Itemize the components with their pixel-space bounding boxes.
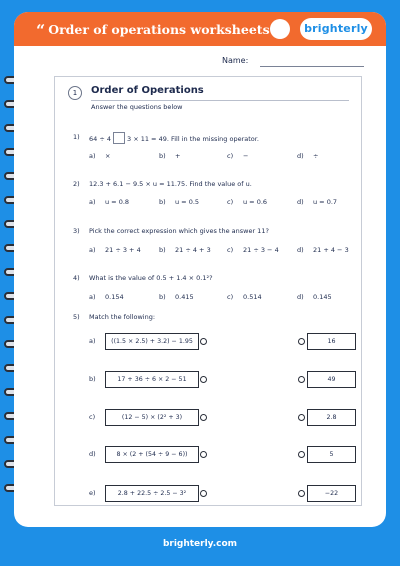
section-number: 1 bbox=[68, 86, 82, 100]
question-number: 4) bbox=[73, 274, 80, 282]
question-text: 64 ÷ 4 3 × 11 = 49. Fill in the missing operator. bbox=[89, 133, 259, 145]
option-text: u = 0.6 bbox=[243, 198, 268, 206]
option-letter: d) bbox=[297, 198, 304, 206]
match-dot-right[interactable] bbox=[298, 414, 305, 421]
name-line bbox=[260, 66, 364, 67]
option-letter: a) bbox=[89, 293, 96, 301]
question-sheet bbox=[54, 76, 362, 506]
option-text: 21 ÷ 3 + 4 bbox=[105, 246, 141, 254]
option-text: ÷ bbox=[313, 152, 319, 160]
name-label: Name: bbox=[222, 56, 249, 65]
header-circle-decoration bbox=[270, 19, 290, 39]
match-dot-left[interactable] bbox=[200, 451, 207, 458]
match-letter: d) bbox=[89, 450, 96, 458]
worksheet-page bbox=[14, 12, 386, 527]
match-letter: c) bbox=[89, 413, 96, 421]
option-letter: c) bbox=[227, 198, 234, 206]
option-text: 0.415 bbox=[175, 293, 194, 301]
match-letter: a) bbox=[89, 337, 96, 345]
option-text: − bbox=[243, 152, 249, 160]
option-letter: a) bbox=[89, 198, 96, 206]
option-letter: a) bbox=[89, 152, 96, 160]
match-dot-right[interactable] bbox=[298, 376, 305, 383]
option-letter: c) bbox=[227, 152, 234, 160]
option-letter: b) bbox=[159, 152, 166, 160]
option-text: 0.145 bbox=[313, 293, 332, 301]
match-expression: ((1.5 × 2.5) + 3.2) − 1.95 bbox=[105, 333, 199, 350]
option-text: u = 0.5 bbox=[175, 198, 200, 206]
option-text: + bbox=[175, 152, 181, 160]
option-letter: a) bbox=[89, 246, 96, 254]
match-dot-left[interactable] bbox=[200, 338, 207, 345]
option-text: 21 ÷ 3 − 4 bbox=[243, 246, 279, 254]
match-dot-left[interactable] bbox=[200, 490, 207, 497]
match-dot-right[interactable] bbox=[298, 451, 305, 458]
operator-blank bbox=[113, 132, 125, 144]
match-letter: e) bbox=[89, 489, 96, 497]
question-text: Match the following: bbox=[89, 313, 156, 321]
match-expression: 8 × (2 + (54 ÷ 9 − 6)) bbox=[105, 446, 199, 463]
option-letter: d) bbox=[297, 152, 304, 160]
option-letter: c) bbox=[227, 246, 234, 254]
option-text: 21 ÷ 4 + 3 bbox=[175, 246, 211, 254]
match-answer: 2.8 bbox=[307, 409, 356, 426]
match-answer: 5 bbox=[307, 446, 356, 463]
worksheet-title: “ Order of operations worksheets bbox=[36, 21, 270, 40]
section-title: Order of Operations bbox=[91, 85, 204, 96]
option-text: u = 0.8 bbox=[105, 198, 130, 206]
option-letter: d) bbox=[297, 293, 304, 301]
section-subtitle: Answer the questions below bbox=[91, 103, 183, 111]
question-number: 3) bbox=[73, 227, 80, 235]
quote-icon: “ bbox=[36, 21, 46, 40]
option-letter: b) bbox=[159, 246, 166, 254]
match-answer: 49 bbox=[307, 371, 356, 388]
match-answer: 16 bbox=[307, 333, 356, 350]
match-expression: (12 − 5) × (2² + 3) bbox=[105, 409, 199, 426]
worksheet-header bbox=[14, 12, 386, 46]
option-letter: d) bbox=[297, 246, 304, 254]
question-number: 2) bbox=[73, 180, 80, 188]
option-letter: b) bbox=[159, 293, 166, 301]
option-letter: b) bbox=[159, 198, 166, 206]
option-text: u = 0.7 bbox=[313, 198, 338, 206]
footer-url[interactable]: brighterly.com bbox=[162, 539, 238, 549]
match-dot-right[interactable] bbox=[298, 338, 305, 345]
name-field bbox=[222, 56, 372, 70]
title-divider bbox=[91, 100, 349, 101]
question-text: What is the value of 0.5 + 1.4 × 0.1²? bbox=[89, 274, 213, 282]
match-dot-right[interactable] bbox=[298, 490, 305, 497]
match-letter: b) bbox=[89, 375, 96, 383]
match-expression: 2.8 + 22.5 ÷ 2.5 − 3² bbox=[105, 485, 199, 502]
question-text: 12.3 + 6.1 − 9.5 × u = 11.75. Find the value of u. bbox=[89, 180, 252, 188]
match-expression: 17 + 36 ÷ 6 × 2 − 51 bbox=[105, 371, 199, 388]
option-letter: c) bbox=[227, 293, 234, 301]
brand-logo: brighterly bbox=[300, 18, 372, 40]
question-text: Pick the correct expression which gives the answer 11? bbox=[89, 227, 269, 235]
question-number: 1) bbox=[73, 133, 80, 141]
option-text: 0.154 bbox=[105, 293, 124, 301]
option-text: × bbox=[105, 152, 111, 160]
match-dot-left[interactable] bbox=[200, 414, 207, 421]
match-dot-left[interactable] bbox=[200, 376, 207, 383]
option-text: 0.514 bbox=[243, 293, 262, 301]
option-text: 21 + 4 − 3 bbox=[313, 246, 349, 254]
match-answer: −22 bbox=[307, 485, 356, 502]
question-number: 5) bbox=[73, 313, 80, 321]
